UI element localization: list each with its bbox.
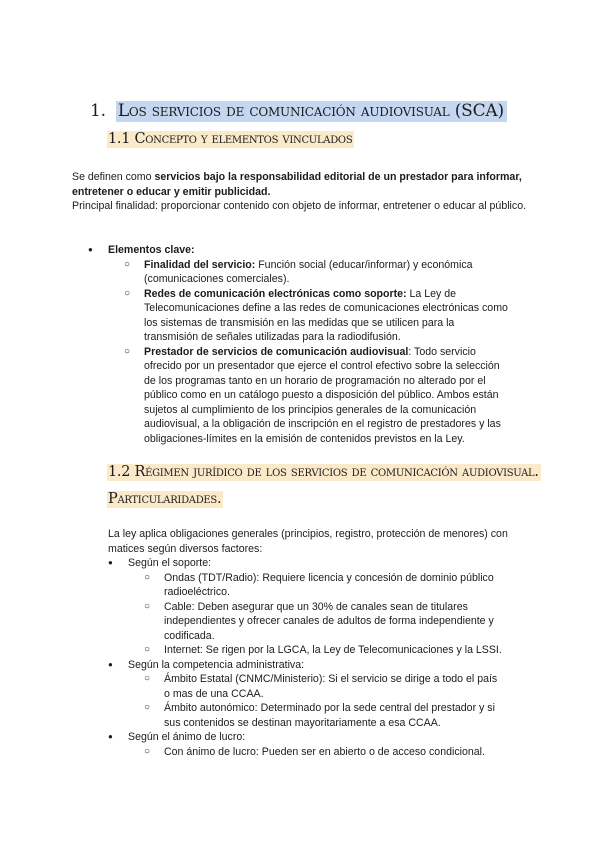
group-label: Según el ánimo de lucro: [128,731,246,743]
list-item: ○ Internet: Se rigen por la LGCA, la Ley de Telecomunicaciones y la LSSI. [128,643,503,658]
group-label: Según la competencia administrativa: [128,658,305,671]
list-item [72,243,542,446]
item-term: Prestador de servicios de comunicación audiovisual [144,345,409,358]
heading-1-1-text: 1.1 Concepto y elementos vinculados [108,131,353,147]
heading-1-2-line-2 [107,489,223,509]
list-item: ○ Ondas (TDT/Radio): Requiere licencia y concesión de dominio público radioeléctrico. [128,571,503,600]
list-item [108,258,508,287]
section-1-1-intro [72,170,542,214]
list-item: ○ Con ánimo de lucro: Pueden ser en abierto o de acceso condicional. [128,745,503,760]
heading-1-title: Los servicios de comunicación audiovisual (SCA) [116,101,507,122]
list-item: ○ Ámbito Estatal (CNMC/Ministerio): Si el servicio se dirige a todo el país o mas de una CCAA. [128,672,503,701]
intro-line-2: Principal finalidad: proporcionar contenido con objeto de informar, entretener o educar al público. [72,200,527,212]
list-item [92,556,538,658]
heading-1-2-text-1: 1.2 Régimen jurídico de los servicios de comunicación audiovisual. [108,464,539,480]
heading-1 [90,100,507,122]
item-term: Finalidad del servicio: [144,258,256,271]
elements-label: Elementos clave: [108,244,195,256]
list-item: ○ Ámbito autonómico: Determinado por la sede central del prestador y si sus contenidos se destinan mayoritariamente a esa CCAA. [128,701,503,730]
group-label: Según el soporte: [128,557,212,569]
item-text: Función social (educar/informar) y económica (comunicaciones comerciales). [144,258,473,285]
list-item [92,658,538,731]
item-term: Redes de comunicación electrónicas como soporte: [144,287,407,300]
list-item [108,287,508,345]
intro-bold: servicios bajo la responsabilidad editorial de un prestador para informar, entretener o educar y emitir publicidad. [72,171,522,198]
intro-prefix: Se definen como [72,171,155,183]
elements-list [72,243,542,446]
heading-1-2-text-2: Particularidades. [108,491,222,507]
list-item [108,345,508,447]
heading-1-number: 1. [90,101,106,121]
factors-list [108,556,538,759]
item-text: : Todo servicio ofrecido por un presentador que ejerce el control efectivo sobre la selección de los programas tanto en un horario de programación no alterado por el público como en un catálogo puesto a disposición del público. Ambos están sujetos al cumplimiento de los principios generales de la comunicación audiovisual, a la obligación de inscripción en el registro de prestadores y las obligaciones-límites en la emisión de contenidos previstos en la Ley. [144,345,501,445]
section-1-2-intro: La ley aplica obligaciones generales (principios, registro, protección de menores) con matices según diversos factores: [108,528,508,555]
heading-1-2-line-1 [107,462,541,482]
heading-1-1 [107,129,354,149]
item-text: La Ley de Telecomunicaciones define a las redes de comunicaciones electrónicas como los sistemas de transmisión en las medidas que se utilicen para la transmisión de señales utilizadas para la radiodifusión. [144,287,508,343]
list-item: ○ Cable: Deben asegurar que un 30% de canales sean de titulares independientes y ofrecer canales de adultos de forma independiente y codificada. [128,600,503,644]
list-item [92,730,538,759]
